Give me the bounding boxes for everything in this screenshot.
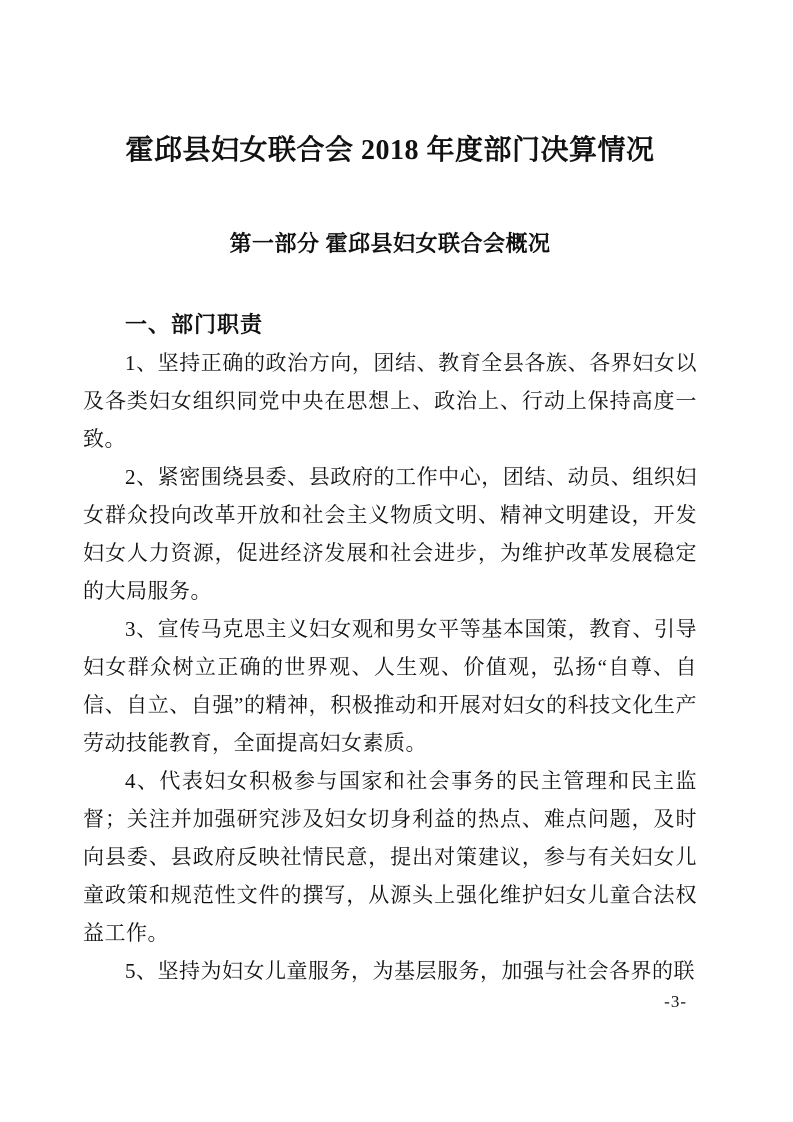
paragraph-duty-4: 4、代表妇女积极参与国家和社会事务的民主管理和民主监督；关注并加强研究涉及妇女切身利益的热点、难点问题，及时向县委、县政府反映社情民意，提出对策建议，参与有关妇女儿童政策和规范性文件的撰写，从源头上强化维护妇女儿童合法权益工作。 bbox=[83, 769, 697, 945]
paragraph-duty-3: 3、宣传马克思主义妇女观和男女平等基本国策，教育、引导妇女群众树立正确的世界观、人生观、价值观，弘扬“自尊、自信、自立、自强”的精神，积极推动和开展对妇女的科技文化生产劳动技能教育，全面提高妇女素质。 bbox=[83, 617, 697, 755]
body-text bbox=[83, 344, 697, 990]
document-title: 霍邱县妇女联合会 2018 年度部门决算情况 bbox=[125, 135, 655, 166]
section-heading-department-duties: 一、部门职责 bbox=[125, 312, 264, 337]
paragraph-duty-1: 1、坚持正确的政治方向，团结、教育全县各族、各界妇女以及各类妇女组织同党中央在思想上、政治上、行动上保持高度一致。 bbox=[83, 351, 697, 451]
page-number: -3- bbox=[664, 992, 687, 1011]
paragraph-duty-5: 5、坚持为妇女儿童服务，为基层服务，加强与社会各界的联 bbox=[125, 959, 695, 983]
paragraph-duty-2: 2、紧密围绕县委、县政府的工作中心，团结、动员、组织妇女群众投向改革开放和社会主义物质文明、精神文明建设，开发妇女人力资源，促进经济发展和社会进步，为维护改革发展稳定的大局服务。 bbox=[83, 465, 697, 603]
part-one-heading: 第一部分 霍邱县妇女联合会概况 bbox=[229, 231, 551, 256]
document-content bbox=[83, 0, 697, 990]
